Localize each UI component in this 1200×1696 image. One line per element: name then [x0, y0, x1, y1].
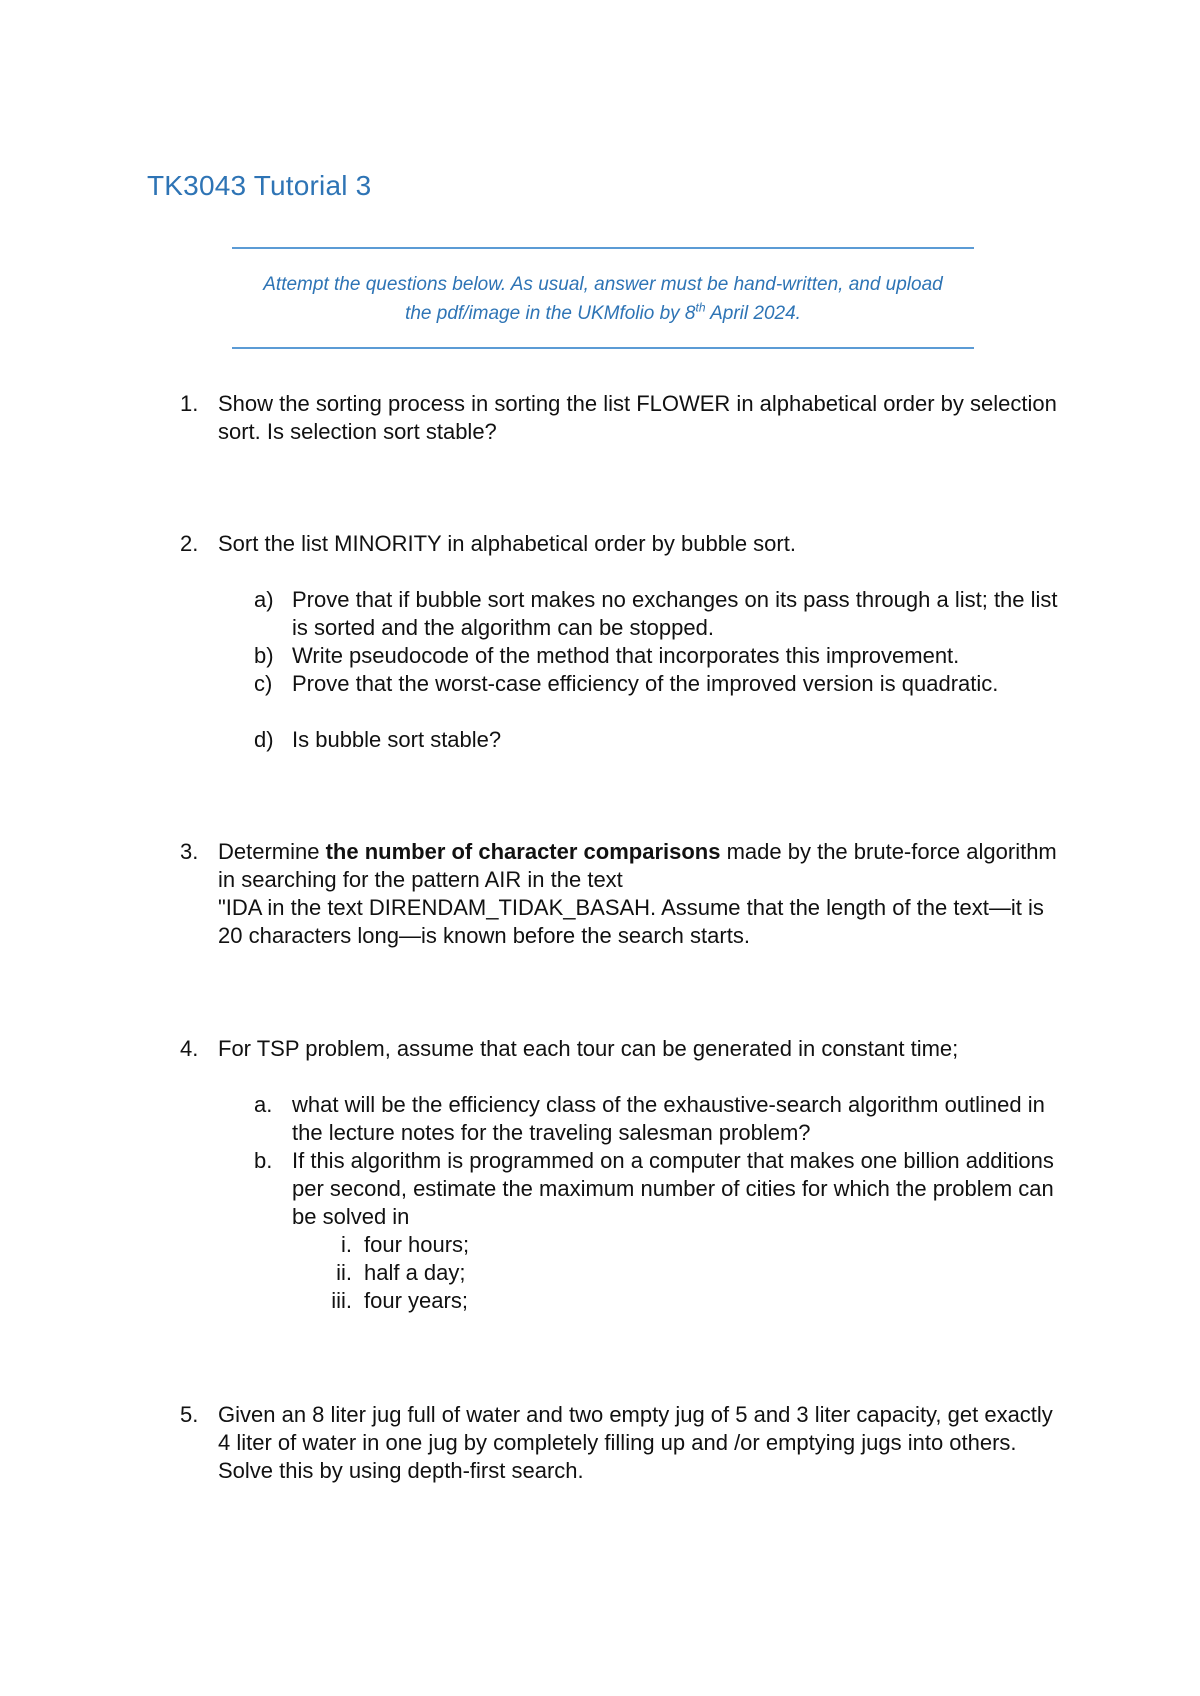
question-text: Sort the list MINORITY in alphabetical order by bubble sort.: [218, 531, 796, 556]
part-label: c): [254, 671, 273, 696]
question-4-part-a: [254, 1091, 1072, 1147]
question-2-part-c: [254, 670, 1072, 698]
part-text: Is bubble sort stable?: [292, 727, 502, 752]
question-2-part-a: [254, 586, 1072, 642]
subpart-text: four years;: [364, 1288, 468, 1313]
part-label: b.: [254, 1148, 273, 1173]
question-text-post: made by the brute-force algorithm in searching for the pattern AIR in the text: [218, 839, 1057, 892]
question-number: 3.: [180, 839, 199, 864]
subpart-label: i.: [341, 1232, 352, 1257]
question-5: [180, 1401, 1068, 1485]
instruction-line-2: [405, 300, 801, 324]
instruction-line-2-post: April 2024.: [705, 303, 801, 324]
part-label: b): [254, 643, 274, 668]
part-label: a.: [254, 1092, 273, 1117]
subpart-text: half a day;: [364, 1260, 466, 1285]
question-3: [180, 838, 1068, 950]
subpart-text: four hours;: [364, 1232, 470, 1257]
question-4-part-b: [254, 1147, 1072, 1231]
question-number: 5.: [180, 1402, 199, 1427]
question-number: 1.: [180, 391, 199, 416]
question-number: 4.: [180, 1036, 199, 1061]
subpart-label: ii.: [336, 1260, 352, 1285]
question-4-subpart-iii: [331, 1287, 964, 1315]
question-4: [180, 1035, 1068, 1063]
part-text: Prove that the worst-case efficiency of the improved version is quadratic.: [292, 671, 999, 696]
question-2-part-b: [254, 642, 1072, 670]
instruction-line-1: Attempt the questions below. As usual, answer must be hand-written, and upload: [263, 274, 943, 295]
part-text: If this algorithm is programmed on a computer that makes one billion additions per second, estimate the maximum number of cities for which the problem can be solved in: [292, 1148, 1054, 1229]
part-label: a): [254, 587, 274, 612]
part-text: what will be the efficiency class of the exhaustive-search algorithm outlined in the lecture notes for the traveling salesman problem?: [292, 1092, 1045, 1145]
question-2-part-d: [254, 726, 1072, 754]
question-text: Show the sorting process in sorting the list FLOWER in alphabetical order by selection sort. Is selection sort stable?: [218, 391, 1057, 444]
part-text: Write pseudocode of the method that incorporates this improvement.: [292, 643, 960, 668]
instruction-text: [232, 270, 974, 328]
question-text-bold: the number of character comparisons: [325, 839, 721, 864]
question-number: 2.: [180, 531, 199, 556]
question-text: Given an 8 liter jug full of water and two empty jug of 5 and 3 liter capacity, get exactly 4 liter of water in one jug by completely filling up and /or emptying jugs into others. Solve this by using depth-first search.: [218, 1402, 1053, 1483]
instruction-superscript: th: [695, 300, 706, 315]
question-2: [180, 530, 1068, 558]
part-text: Prove that if bubble sort makes no exchanges on its pass through a list; the list is sorted and the algorithm can be stopped.: [292, 587, 1058, 640]
question-text: For TSP problem, assume that each tour can be generated in constant time;: [218, 1036, 959, 1061]
instruction-line-2-pre: the pdf/image in the UKMfolio by 8: [405, 303, 696, 324]
subpart-label: iii.: [331, 1288, 352, 1313]
question-1: [180, 390, 1068, 446]
question-text-line-2: "IDA in the text DIRENDAM_TIDAK_BASAH. Assume that the length of the text—it is 20 characters long—is known before the search starts.: [218, 895, 1044, 948]
question-4-subpart-ii: [336, 1259, 964, 1287]
page-title: TK3043 Tutorial 3: [147, 170, 372, 201]
question-text-pre: Determine: [218, 839, 326, 864]
instruction-bottom-rule: [232, 347, 974, 349]
question-4-subpart-i: [341, 1231, 964, 1259]
part-label: d): [254, 727, 274, 752]
instruction-top-rule: [232, 247, 974, 249]
